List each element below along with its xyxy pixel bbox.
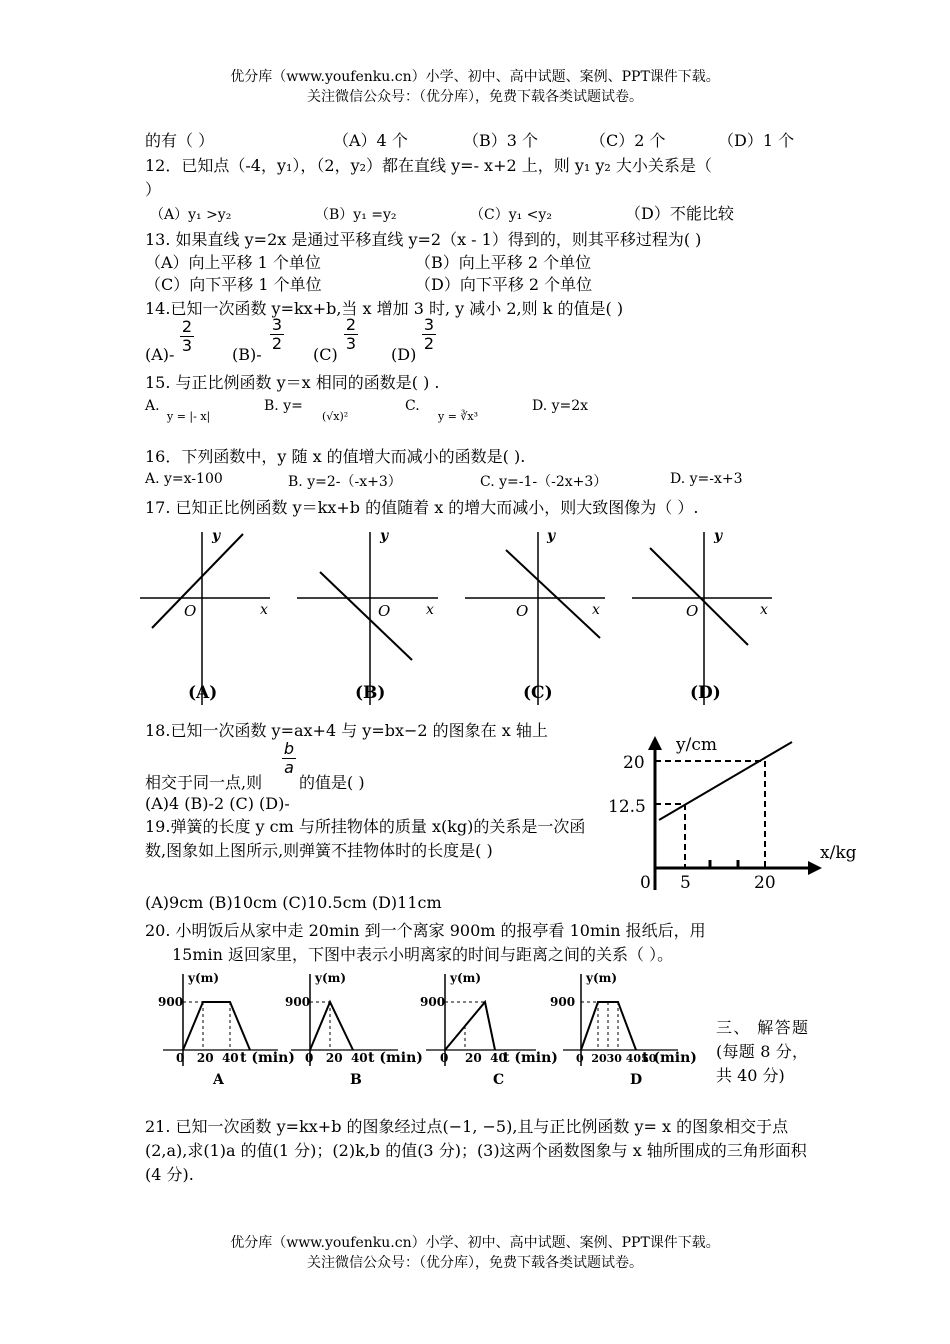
q14-stem: 14.已知一次函数 y=kx+b,当 x 增加 3 时, y 减小 2,则 k 的值是( )	[145, 299, 624, 318]
q12-option-c: （C）y₁ <y₂	[470, 207, 552, 223]
q12-close: ）	[145, 180, 162, 199]
numerator: 2	[345, 315, 357, 334]
spring-x-tick-0: 0	[640, 873, 651, 893]
q17-a-y-label: y	[212, 528, 221, 544]
q17-d-label: (D)	[690, 683, 721, 703]
q17-b-y-label: y	[380, 528, 389, 544]
q17-c-label: (C)	[523, 683, 553, 703]
header-line-2: 关注微信公众号：（优分库），免费下载各类试题试卷。	[307, 89, 643, 105]
q14-fraction-a	[180, 318, 194, 355]
numerator: b	[283, 739, 295, 758]
q19-text: 19.弹簧的长度 y cm 与所挂物体的质量 x(kg)的关系是一次函数,图象如上图所示,则弹簧不挂物体时的长度是( )	[145, 817, 586, 860]
footer-line-2: 关注微信公众号：（优分库），免费下载各类试题试卷。	[307, 1255, 643, 1271]
q20-a-y-label: y(m)	[188, 971, 220, 985]
q12-option-d: （D）不能比较	[625, 204, 734, 223]
q12-stem: 12．已知点（-4，y₁），（2，y₂）都在直线 y=- x+2 上，则 y₁ y₂ 大小关系是（	[145, 156, 712, 175]
q17-b-origin: O	[378, 602, 391, 620]
spring-y-tick-20: 20	[623, 753, 645, 773]
numerator: 2	[181, 317, 193, 336]
q17-graph-c	[465, 528, 605, 705]
q11-option-a: （A）4 个	[333, 131, 408, 150]
q12-option-b: （B）y₁ =y₂	[315, 207, 397, 223]
q13-option-b: （B）向上平移 2 个单位	[415, 253, 592, 272]
spring-x-tick-20: 20	[754, 873, 776, 893]
q11-option-c: （C）2 个	[590, 131, 666, 150]
q17-a-label: (A)	[188, 683, 218, 703]
q20-d-t-label: t (min)	[642, 1050, 697, 1066]
q20-line-1: 20. 小明饭后从家中走 20min 到一个离家 900m 的报亭看 10min 报纸后，用	[145, 921, 706, 940]
q20-graph-c	[420, 971, 558, 1088]
q20-a-ticks: 0 20 40	[176, 1051, 239, 1065]
q20-b-value: 900	[285, 995, 311, 1009]
q20-b-y-label: y(m)	[315, 971, 347, 985]
spring-y-tick-12-5: 12.5	[608, 797, 646, 817]
q20-line-2: 15min 返回家里，下图中表示小明离家的时间与距离之间的关系（ ）。	[172, 945, 674, 964]
q17-graphs	[140, 520, 780, 710]
spring-y-label: y/cm	[676, 735, 717, 755]
q17-graph-d	[632, 528, 772, 705]
denominator: 3	[345, 334, 357, 353]
q19-options: (A)9cm (B)10cm (C)10.5cm (D)11cm	[145, 893, 442, 912]
q15-option-c: C.	[405, 398, 420, 414]
q17-d-origin: O	[686, 602, 699, 620]
q11-option-d: （D）1 个	[718, 131, 795, 150]
q17-a-x-label: x	[260, 602, 268, 618]
q17-b-x-label: x	[426, 602, 434, 618]
q20-graph-a	[158, 971, 295, 1088]
header-line-1: 优分库（www.youfenku.cn）小学、初中、高中试题、案例、PPT课件下载。	[230, 69, 720, 85]
q20-b-ticks: 0 20 40	[305, 1051, 368, 1065]
q20-d-label: D	[630, 1072, 643, 1088]
q17-graph-b	[297, 528, 438, 705]
q20-c-t-label: t (min)	[503, 1050, 558, 1066]
q20-graphs	[158, 966, 708, 1096]
q15-stem: 15. 与正比例函数 y＝x 相同的函数是( ) .	[145, 373, 440, 392]
denominator: 2	[423, 334, 435, 353]
q20-graph-d	[550, 971, 697, 1088]
denominator: a	[284, 758, 294, 777]
q18-options: (A)4 (B)-2 (C) (D)-	[145, 794, 290, 813]
q13-option-d: （D）向下平移 2 个单位	[415, 275, 593, 294]
q14-fraction-c	[344, 316, 358, 353]
q17-c-y-label: y	[547, 528, 556, 544]
q17-b-label: (B)	[355, 683, 386, 703]
q18-line-2b: 的值是( )	[299, 773, 365, 792]
q14-option-a: (A)-	[145, 345, 175, 364]
q20-a-label: A	[213, 1072, 224, 1088]
q20-graph-b	[285, 971, 423, 1088]
q14-option-b: (B)-	[232, 345, 262, 364]
q17-graph-a	[140, 528, 270, 705]
q13-option-c: （C）向下平移 1 个单位	[145, 275, 322, 294]
q20-a-value: 900	[158, 995, 184, 1009]
q16-option-c: C. y=-1-（-2x+3）	[480, 474, 608, 490]
q20-d-value: 900	[550, 995, 576, 1009]
q15-option-d: D. y=2x	[532, 398, 589, 414]
q15-option-a-expr: y = |- x|	[167, 410, 211, 423]
q20-d-ticks: 0 2030 4050	[576, 1052, 657, 1065]
denominator: 3	[181, 336, 193, 355]
q15-option-a: A.	[145, 398, 160, 414]
q20-b-t-label: t (min)	[368, 1050, 423, 1066]
q20-c-value: 900	[420, 995, 446, 1009]
spring-x-label: x/kg	[820, 843, 857, 863]
q14-option-d: (D)	[391, 345, 417, 364]
q21-text: 21. 已知一次函数 y=kx+b 的图象经过点(−1, −5),且与正比例函数 y= x 的图象相交于点(2,a),求(1)a 的值(1 分)；(2)k,b 的值(3 分)；(3)这两个函数图象与 x 轴所围成的三角形面积(4 分).	[145, 1117, 807, 1184]
q15-option-b: B. y=	[264, 398, 303, 414]
numerator: 3	[271, 315, 283, 334]
numerator: 3	[423, 315, 435, 334]
q20-c-y-label: y(m)	[450, 971, 482, 985]
q17-d-y-label: y	[714, 528, 723, 544]
q17-a-origin: O	[184, 602, 197, 620]
q12-option-a: （A）y₁ >y₂	[150, 207, 232, 223]
spring-chart	[600, 728, 875, 896]
q20-c-ticks: 0 20 40	[440, 1051, 507, 1065]
q14-fraction-b	[270, 316, 284, 353]
q16-option-b: B. y=2-（-x+3）	[288, 474, 402, 490]
q14-fraction-d	[422, 316, 436, 353]
q17-d-x-label: x	[760, 602, 768, 618]
q20-b-label: B	[350, 1072, 362, 1088]
q16-option-d: D. y=-x+3	[670, 471, 743, 487]
q13-stem: 13. 如果直线 y=2x 是通过平移直线 y=2（x - 1）得到的，则其平移过程为( )	[145, 230, 702, 249]
q17-c-x-label: x	[592, 602, 600, 618]
section-3-heading: 三、 解答题(每题 8 分，共 40 分)	[716, 1018, 808, 1085]
q11-stem: 的有（ ）	[145, 131, 215, 150]
q15-option-c-expr: y = ∛x³	[438, 410, 479, 423]
q20-a-t-label: t (min)	[240, 1050, 295, 1066]
q11-option-b: （B）3 个	[463, 131, 539, 150]
q18-fraction	[282, 740, 296, 777]
q18-line-1: 18.已知一次函数 y=ax+4 与 y=bx−2 的图象在 x 轴上	[145, 721, 548, 740]
q20-d-y-label: y(m)	[586, 971, 618, 985]
q13-option-a: （A）向上平移 1 个单位	[145, 253, 321, 272]
spring-x-tick-5: 5	[680, 873, 691, 893]
q20-c-label: C	[493, 1072, 505, 1088]
footer-line-1: 优分库（www.youfenku.cn）小学、初中、高中试题、案例、PPT课件下载。	[230, 1235, 720, 1251]
q14-option-c: (C)	[313, 345, 338, 364]
q18-line-2a: 相交于同一点,则	[145, 773, 263, 792]
q16-option-a: A. y=x-100	[145, 471, 223, 487]
q17-stem: 17. 已知正比例函数 y＝kx+b 的值随着 x 的增大而减小，则大致图像为（ ）.	[145, 498, 699, 517]
q16-stem: 16．下列函数中，y 随 x 的值增大而减小的函数是( ).	[145, 447, 526, 466]
denominator: 2	[271, 334, 283, 353]
q17-c-origin: O	[516, 602, 529, 620]
q15-option-b-expr: (√x)²	[322, 410, 349, 423]
